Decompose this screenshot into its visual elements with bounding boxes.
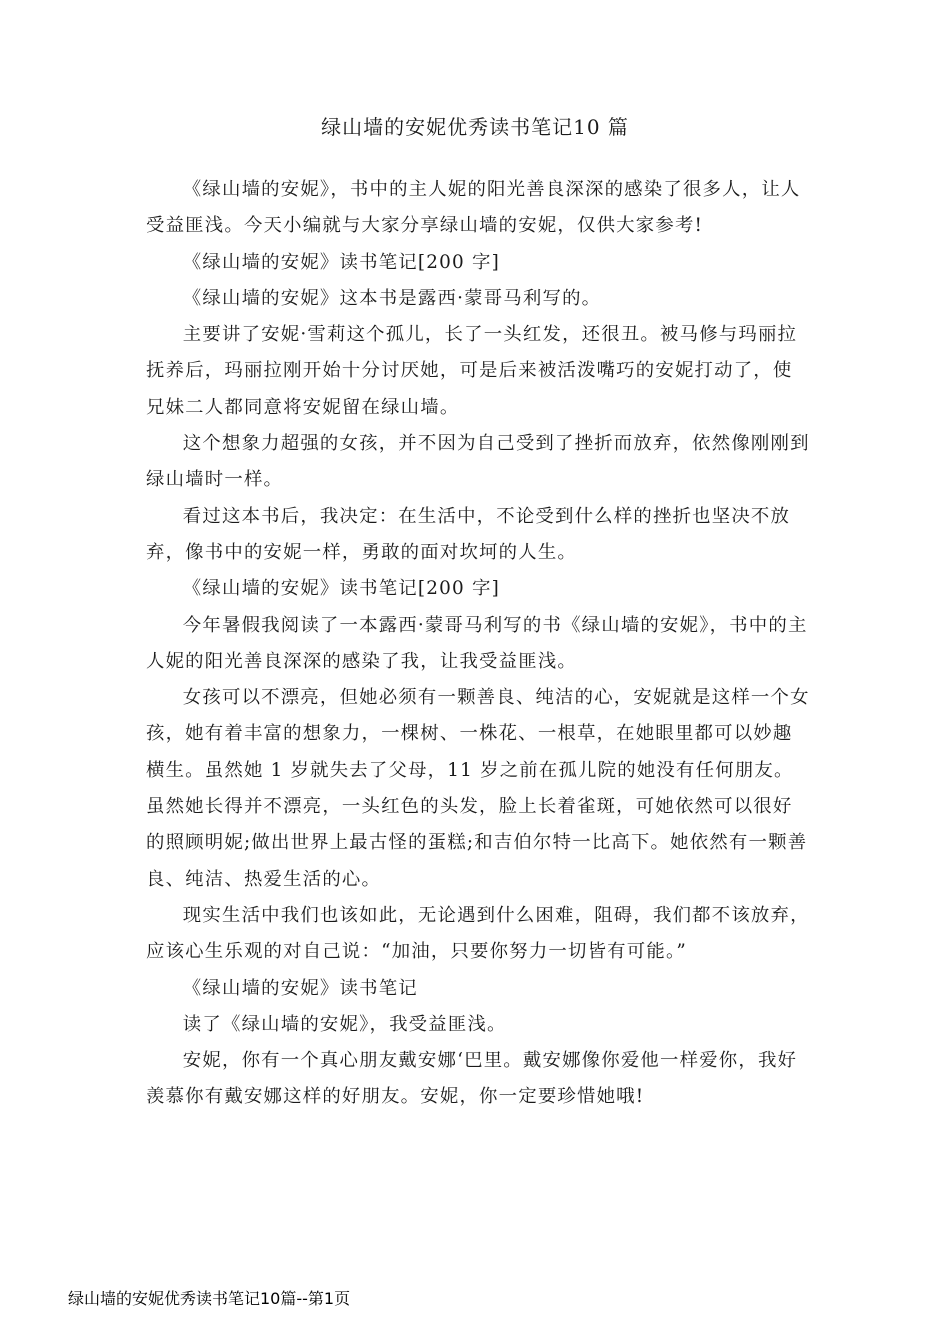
paragraph: 《绿山墙的安妮》这本书是露西·蒙哥马利写的。 [182,287,602,309]
paragraph-intro: 《绿山墙的安妮》，书中的主人妮的阳光善良深深的感染了很多人，让人受益匪浅。今天小编就与大家分享绿山墙的安妮，仅供大家参考! [146,179,801,237]
page-footer: 绿山墙的安妮优秀读书笔记10篇--第1页 [68,1289,351,1308]
section-heading: 《绿山墙的安妮》读书笔记[200 字] [182,251,500,273]
document-title: 绿山墙的安妮优秀读书笔记10 篇 [321,115,629,139]
paragraph: 读了《绿山墙的安妮》，我受益匪浅。 [182,1013,507,1035]
section-heading: 《绿山墙的安妮》读书笔记 [182,977,418,999]
paragraph: 看过这本书后，我决定：在生活中，不论受到什么样的挫折也坚决不放弃，像书中的安妮一样，勇敢的面对坎坷的人生。 [146,505,791,563]
paragraph: 今年暑假我阅读了一本露西·蒙哥马利写的书《绿山墙的安妮》，书中的主人妮的阳光善良深深的感染了我，让我受益匪浅。 [146,614,808,672]
paragraph: 安妮，你有一个真心朋友戴安娜‘巴里。戴安娜像你爱他一样爱你，我好羡慕你有戴安娜这样的好朋友。安妮，你一定要珍惜她哦! [146,1050,798,1108]
paragraph: 主要讲了安妮·雪莉这个孤儿，长了一头红发，还很丑。被马修与玛丽拉抚养后，玛丽拉刚开始十分讨厌她，可是后来被活泼嘴巧的安妮打动了，使兄妹二人都同意将安妮留在绿山墙。 [146,324,798,418]
section-heading: 《绿山墙的安妮》读书笔记[200 字] [182,578,500,600]
document-body [146,172,812,1116]
paragraph: 这个想象力超强的女孩，并不因为自己受到了挫折而放弃，依然像刚刚到绿山墙时一样。 [146,433,810,491]
paragraph: 女孩可以不漂亮，但她必须有一颗善良、纯洁的心，安妮就是这样一个女孩，她有着丰富的想象力，一棵树、一株花、一根草，在她眼里都可以妙趣横生。虽然她 1 岁就失去了父母，11 岁之前在孤儿院的她没有任何朋友。虽然她长得并不漂亮，一头红色的头发，脸上长着雀斑，可她依然可以很好的照顾明妮;做出世界上最古怪的蛋糕;和吉伯尔特一比高下。她依然有一颗善良、纯洁、热爱生活的心。 [146,687,810,890]
paragraph: 现实生活中我们也该如此，无论遇到什么困难，阻碍，我们都不该放弃，应该心生乐观的对自己说：“加油，只要你努力一切皆有可能。” [146,904,810,963]
